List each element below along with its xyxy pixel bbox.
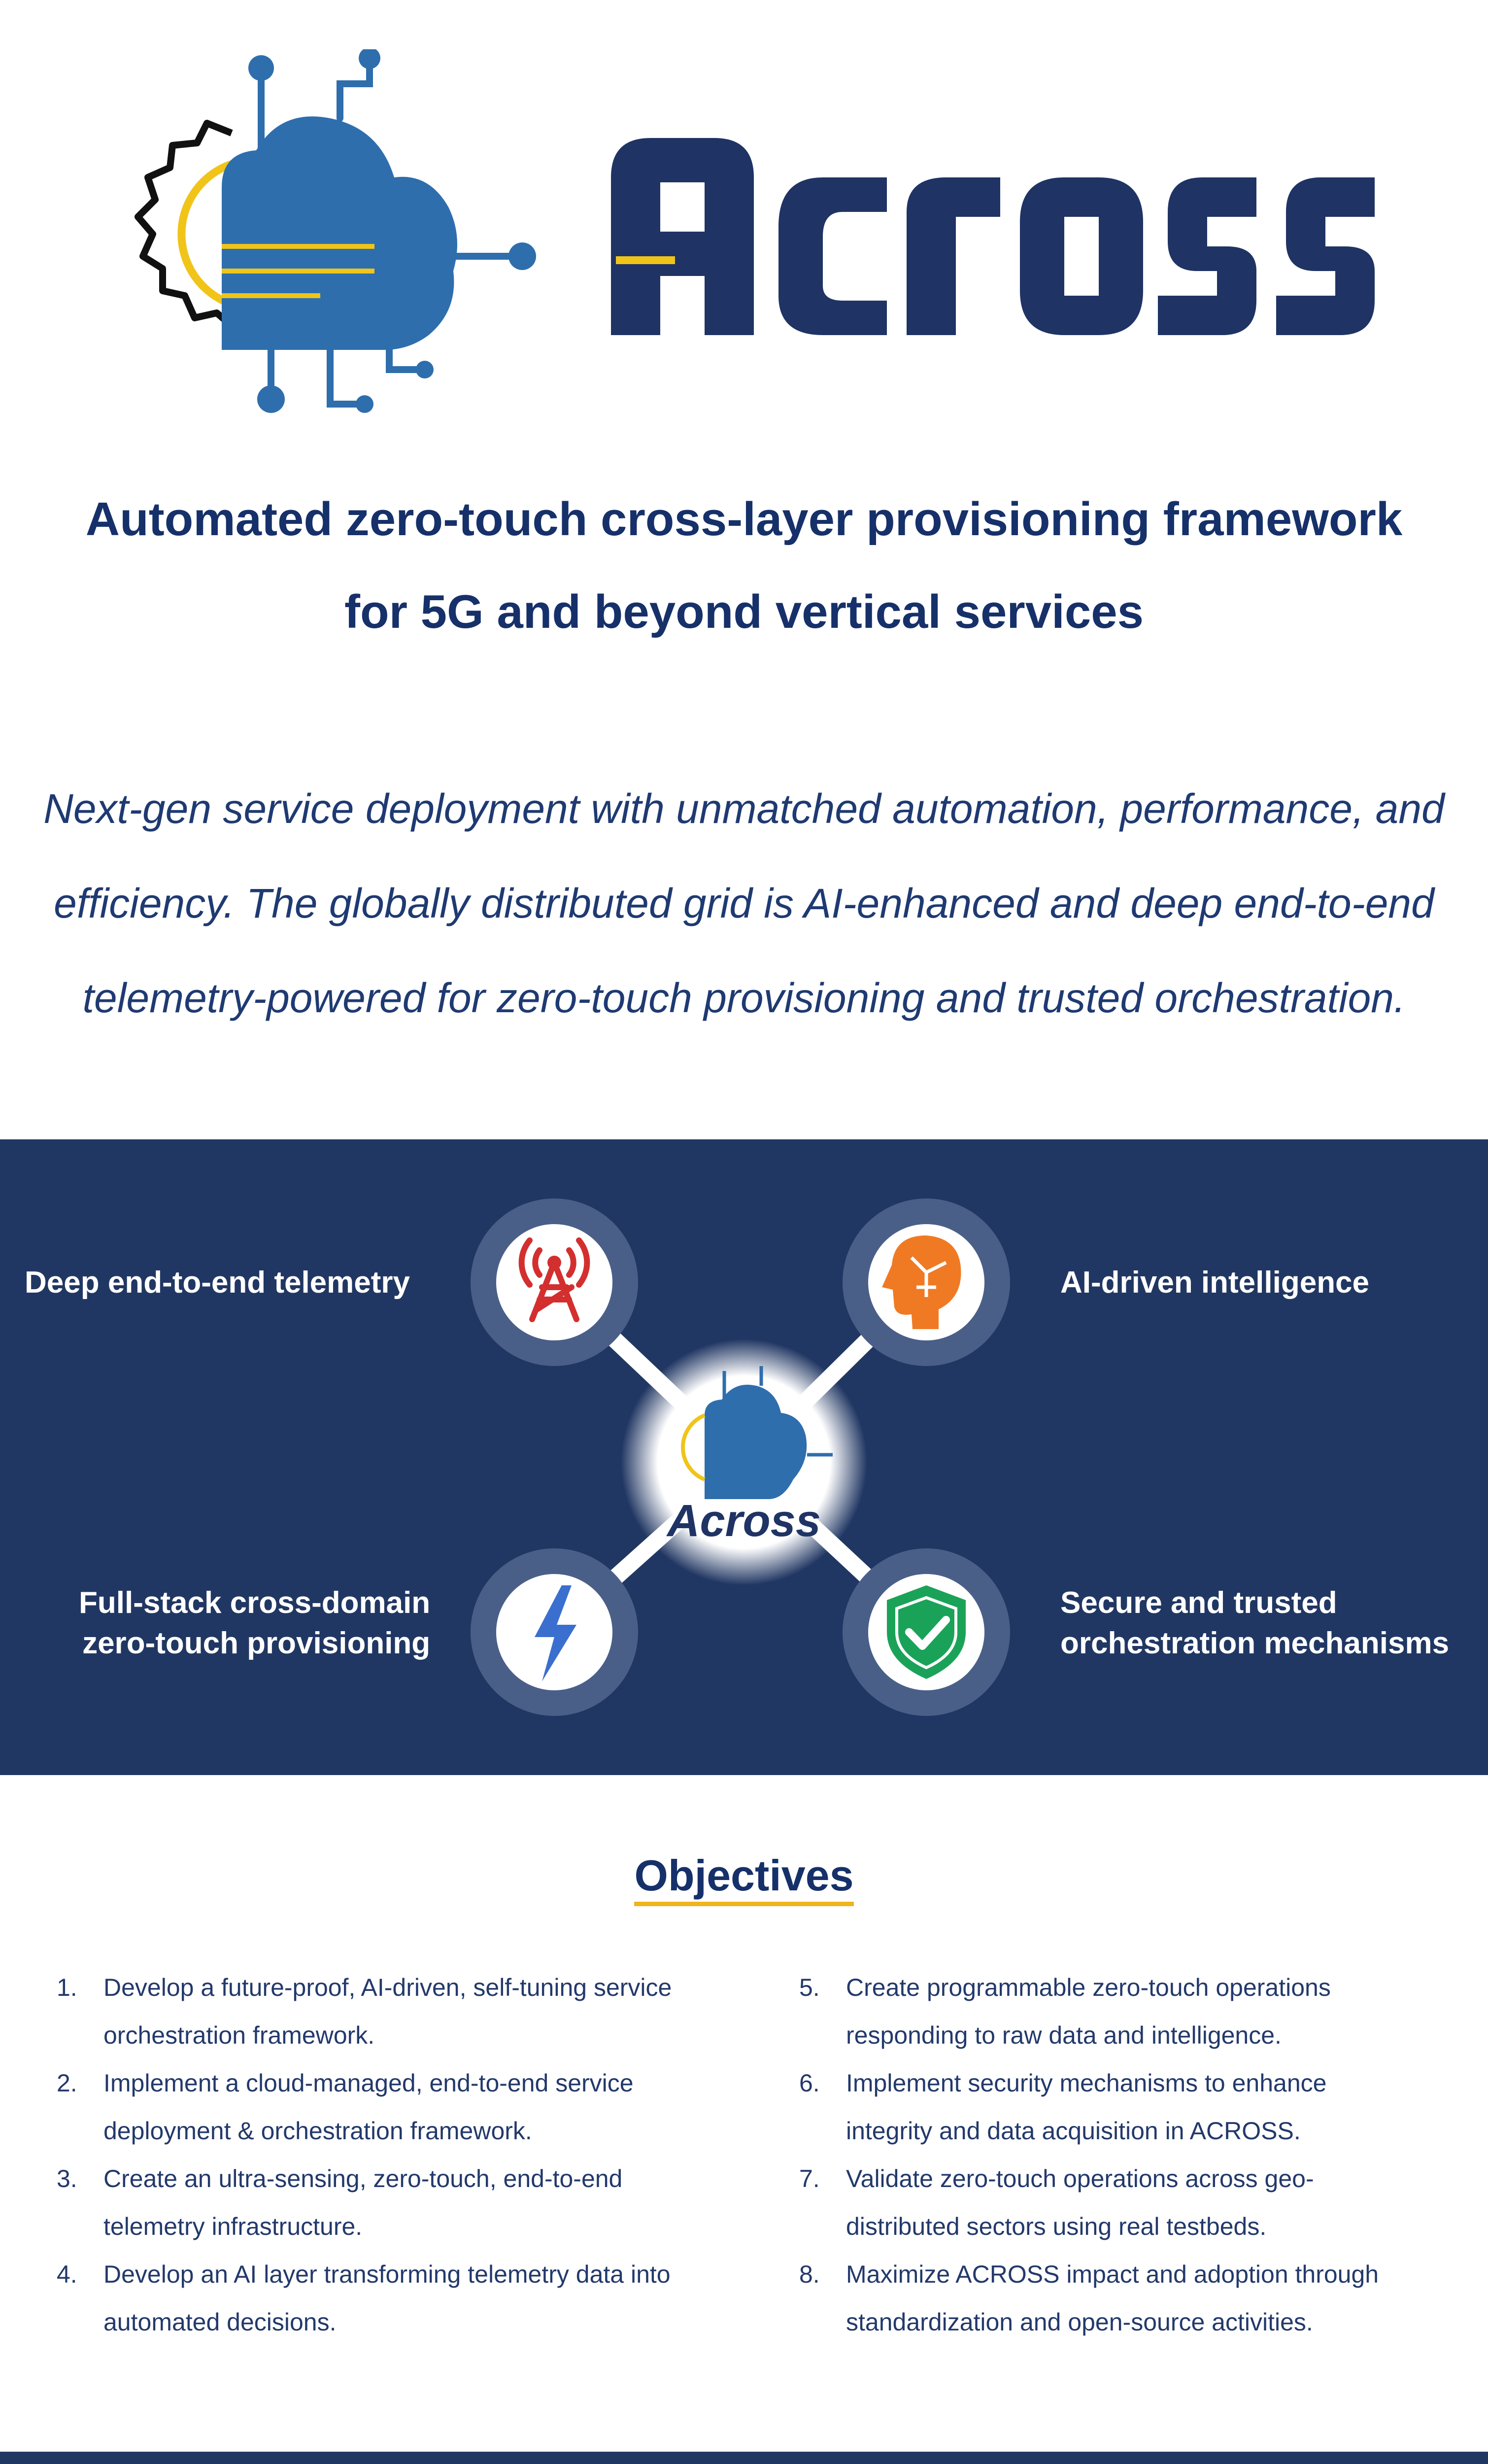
objective-item <box>57 2155 707 2251</box>
feature-label-security <box>1060 1583 1449 1664</box>
objective-line: Create an ultra-sensing, zero-touch, end-to-end <box>103 2165 623 2192</box>
objectives-title <box>0 1850 1488 1901</box>
objective-item <box>57 2059 707 2155</box>
objective-line: orchestration framework. <box>103 2021 375 2049</box>
objective-number: 6. <box>799 2069 820 2097</box>
objective-line: Implement security mechanisms to enhance <box>846 2069 1327 2097</box>
tagline-line-2: for 5G and beyond vertical services <box>344 585 1144 638</box>
objective-number: 5. <box>799 1974 820 2001</box>
features-band <box>0 1139 1488 1775</box>
objective-line: Implement a cloud-managed, end-to-end service <box>103 2069 634 2097</box>
objective-line: integrity and data acquisition in ACROSS. <box>846 2117 1301 2145</box>
objective-line: standardization and open-source activities. <box>846 2308 1313 2336</box>
objective-item <box>57 2251 707 2346</box>
objectives-title-text: Objectives <box>634 1851 853 1906</box>
feature-ai-badge <box>843 1198 1010 1366</box>
objective-number: 4. <box>57 2260 77 2288</box>
objective-number: 2. <box>57 2069 77 2097</box>
project-info-title <box>0 2452 1488 2464</box>
objectives-list-right <box>799 1964 1450 2346</box>
feature-provisioning-badge <box>471 1548 638 1716</box>
objective-line: responding to raw data and intelligence. <box>846 2021 1282 2049</box>
objective-line: deployment & orchestration framework. <box>103 2117 532 2145</box>
objective-line: Validate zero-touch operations across geo- <box>846 2165 1314 2192</box>
objective-item <box>799 1964 1450 2059</box>
intro-paragraph <box>0 761 1488 1045</box>
objective-item <box>799 2155 1450 2251</box>
intro-line-1: Next-gen service deployment with unmatched automation, performance, and <box>43 786 1445 832</box>
feature-label-ai: AI-driven intelligence <box>1060 1266 1370 1300</box>
objectives-list-left <box>57 1964 707 2346</box>
feature-security-badge <box>843 1548 1010 1716</box>
feature-label-provisioning <box>79 1583 430 1664</box>
feature-label-provisioning-line-1: Full-stack cross-domain <box>79 1586 431 1620</box>
objective-item <box>799 2251 1450 2346</box>
objective-line: Develop a future-proof, AI-driven, self-tuning service <box>103 1974 672 2001</box>
objective-line: automated decisions. <box>103 2308 337 2336</box>
objective-number: 3. <box>57 2165 77 2192</box>
hub-label: Across <box>667 1496 821 1546</box>
feature-label-telemetry: Deep end-to-end telemetry <box>25 1266 410 1300</box>
intro-line-3: telemetry-powered for zero-touch provisioning and trusted orchestration. <box>82 975 1406 1021</box>
feature-label-security-line-2: orchestration mechanisms <box>1060 1626 1450 1660</box>
objective-item <box>799 2059 1450 2155</box>
objective-line: Create programmable zero-touch operations <box>846 1974 1331 2001</box>
objective-line: Develop an AI layer transforming telemetry data into <box>103 2260 671 2288</box>
across-logo <box>74 49 1404 434</box>
logo-wordmark <box>611 138 1375 335</box>
feature-telemetry-badge <box>471 1198 638 1366</box>
intro-line-2: efficiency. The globally distributed grid is AI-enhanced and deep end-to-end <box>54 880 1434 926</box>
cloud-icon <box>222 116 457 350</box>
objective-line: Maximize ACROSS impact and adoption through <box>846 2260 1379 2288</box>
objective-line: telemetry infrastructure. <box>103 2213 363 2240</box>
objective-item <box>57 1964 707 2059</box>
tagline-line-1: Automated zero-touch cross-layer provisioning framework <box>85 493 1403 546</box>
objective-number: 8. <box>799 2260 820 2288</box>
feature-label-security-line-1: Secure and trusted <box>1060 1586 1337 1620</box>
feature-label-provisioning-line-2: zero-touch provisioning <box>82 1626 431 1660</box>
objective-number: 7. <box>799 2165 820 2192</box>
objective-number: 1. <box>57 1974 77 2001</box>
features-diagram <box>0 1139 1488 1775</box>
tagline <box>0 473 1488 658</box>
objective-line: distributed sectors using real testbeds. <box>846 2213 1267 2240</box>
